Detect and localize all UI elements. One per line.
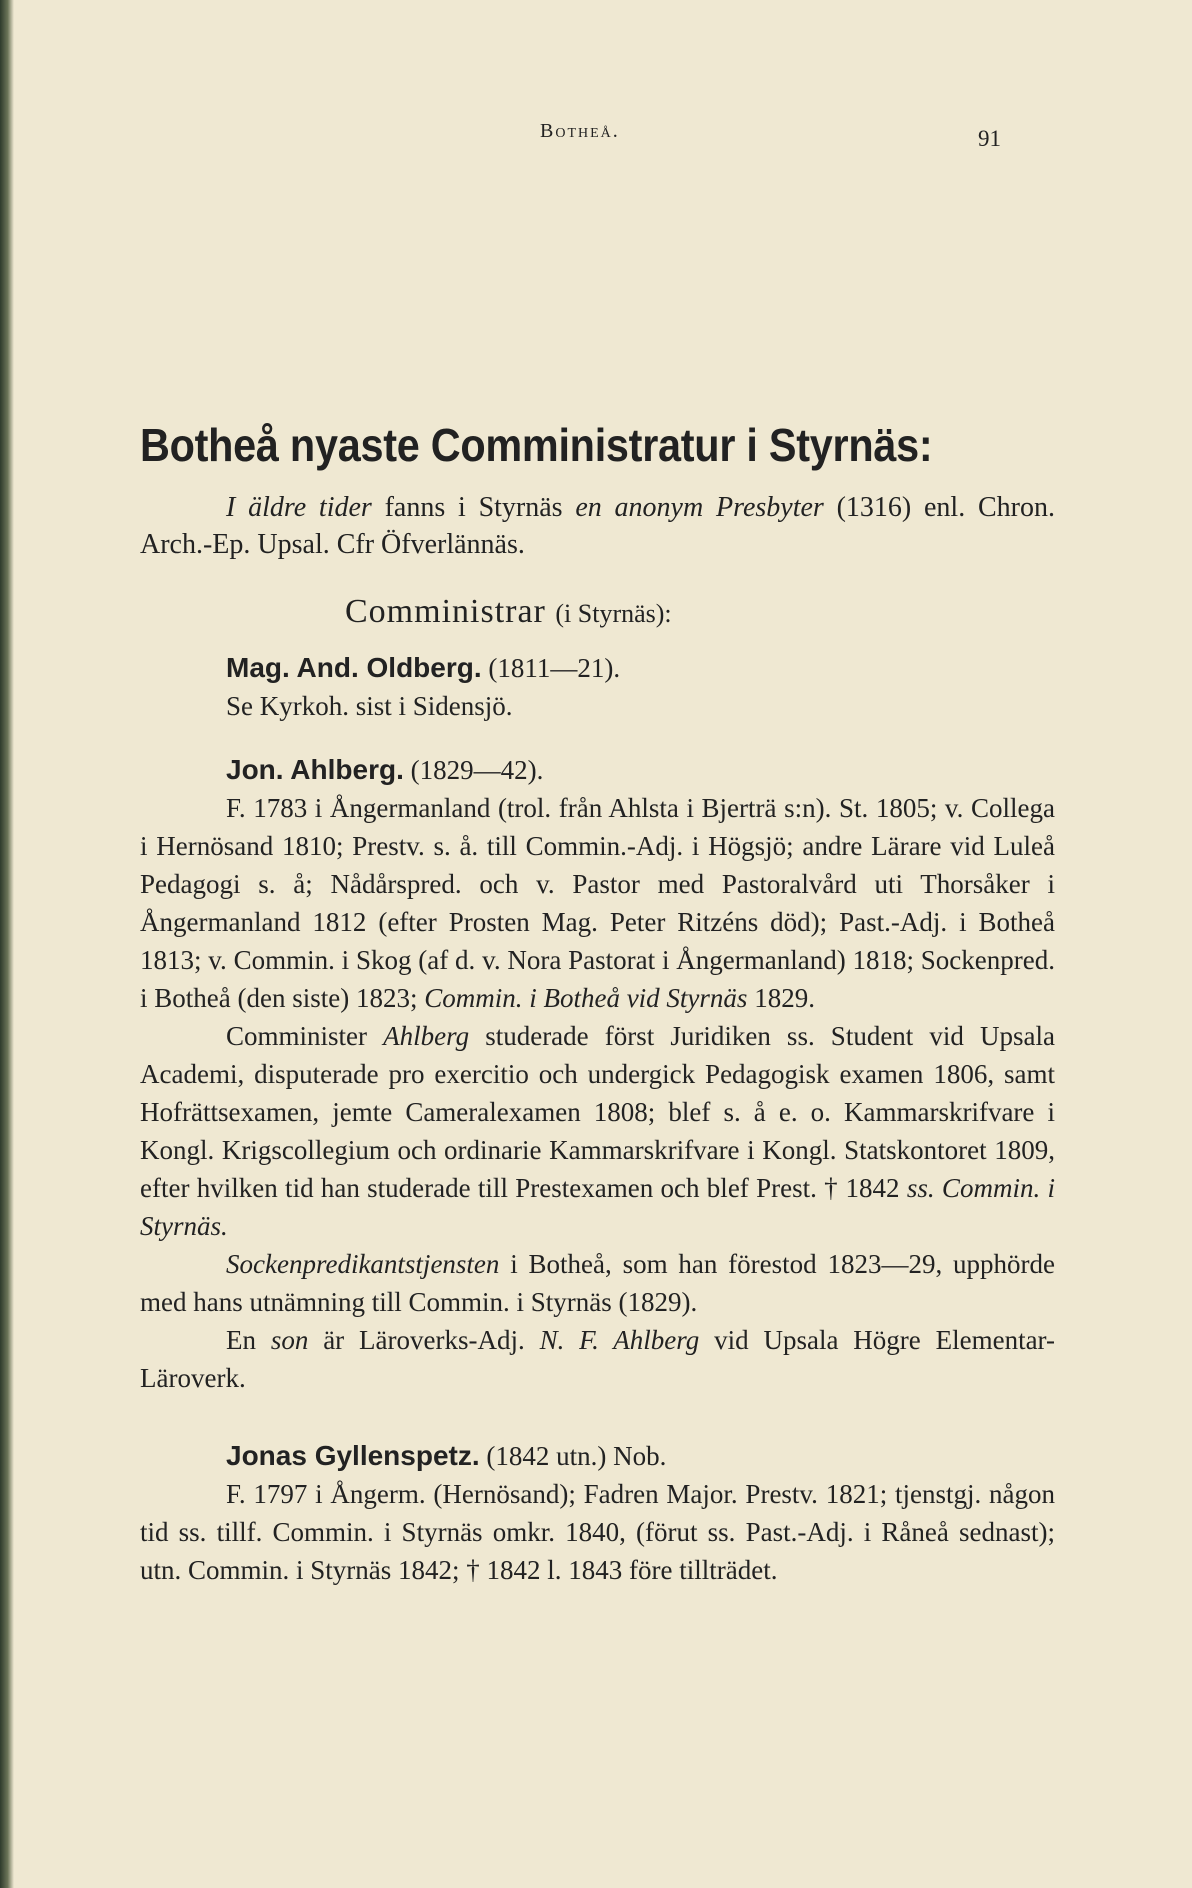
para3-text: i Botheå, som han förestod 1823—29, upphörde med hans utnämning till Commin. i Styrnäs (1829).: [140, 1249, 1055, 1317]
entry-head: [140, 751, 1055, 789]
intro-paragraph: [140, 489, 1055, 563]
section-heading: [345, 593, 1055, 631]
para2-text-b: studerade först Juridiken ss. Student vid Upsala Academi, disputerade pro exercitio och undergick Pedagogisk examen 1806, samt Hofrättsexamen, jemte Cameralexamen 1808; blef s. å e. o. Kammarskrifvare i Kongl. Krigscollegium och ordinarie Kammarskrifvare i Kongl. Statskontoret 1809, efter hvilken tid han studerade till Prestexamen och blef Prest. † 1842: [140, 1021, 1055, 1203]
section-subtitle: (i Styrnäs):: [555, 599, 672, 628]
intro-text-2: (1316) enl. Chron. Arch.-Ep. Upsal. Cfr Öfverlännäs.: [140, 492, 1055, 560]
para4-text-c: vid Upsala Högre Elementar-Läroverk.: [140, 1325, 1055, 1393]
para2-italic: Ahlberg: [383, 1021, 470, 1051]
entry-paragraph-4: [140, 1321, 1055, 1397]
entry-paragraph-3: [140, 1245, 1055, 1321]
para3-italic: Sockenpredikantstjensten: [226, 1249, 500, 1279]
page-edge: [0, 0, 14, 1888]
section-title: Comministrar: [345, 593, 546, 630]
entry-head: [140, 649, 1055, 687]
bio-italic: Commin. i Botheå vid Styrnäs: [424, 983, 748, 1013]
bio-text: F. 1783 i Ångermanland (trol. från Ahlsta i Bjerträ s:n). St. 1805; v. Collega i Hernösand 1810; Prestv. s. å. till Commin.-Adj. i Högsjö; andre Lärare vid Luleå Pedagogi s. å; Nådårspred. och v. Pastor med Pastoralvård uti Thorsåker i Ångermanland 1812 (efter Prosten Mag. Peter Ritzéns död); Past.-Adj. i Botheå 1813; v. Commin. i Skog (af d. v. Nora Pastorat i Ångermanland) 1818; Sockenpred. i Botheå (den siste) 1823;: [140, 793, 1055, 1013]
chapter-heading: Botheå nyaste Comministratur i Styrnäs:: [140, 419, 933, 471]
entry-oldberg: [140, 649, 1055, 725]
entry-dates: (1811—21).: [481, 653, 621, 683]
entry-line: Se Kyrkoh. sist i Sidensjö.: [226, 691, 513, 721]
book-page: [140, 100, 1055, 1615]
entry-dates: (1829—42).: [403, 755, 544, 785]
para4-italic-2: N. F. Ahlberg: [539, 1325, 700, 1355]
entry-biography: F. 1797 i Ångerm. (Hernösand); Fadren Major. Prestv. 1821; tjenstgj. någon tid ss. tillf. Commin. i Styrnäs omkr. 1840, (förut ss. Past.-Adj. i Råneå sednast); utn. Commin. i Styrnäs 1842; † 1842 l. 1843 före tillträdet.: [140, 1479, 1055, 1585]
entry-name: Jonas Gyllenspetz.: [226, 1440, 480, 1471]
para4-text-b: är Läroverks-Adj.: [308, 1325, 540, 1355]
para4-text-a: En: [226, 1325, 271, 1355]
entry-dates: (1842 utn.) Nob.: [479, 1441, 667, 1471]
intro-italic-2: en anonym Presbyter: [575, 492, 824, 523]
page-number: 91: [978, 126, 1001, 151]
para2-italic-2: ss. Commin. i Styrnäs.: [140, 1173, 1056, 1241]
entry-ahlberg: [140, 751, 1055, 1397]
entry-biography: [140, 789, 1055, 1017]
running-title: Botheå.: [540, 120, 620, 142]
para2-text-a: Comminister: [226, 1021, 384, 1051]
entry-gyllenspetz: [140, 1437, 1055, 1589]
bio-end: 1829.: [747, 983, 815, 1013]
entry-paragraph-2: [140, 1017, 1055, 1245]
intro-italic-1: I äldre tider: [226, 492, 372, 523]
entry-name: Jon. Ahlberg.: [226, 754, 404, 785]
entry-head: [140, 1437, 1055, 1475]
running-head: [140, 100, 1055, 150]
intro-text-1: fanns i Styrnäs: [371, 492, 576, 523]
para4-italic: son: [270, 1325, 309, 1355]
entry-name: Mag. And. Oldberg.: [226, 652, 482, 683]
